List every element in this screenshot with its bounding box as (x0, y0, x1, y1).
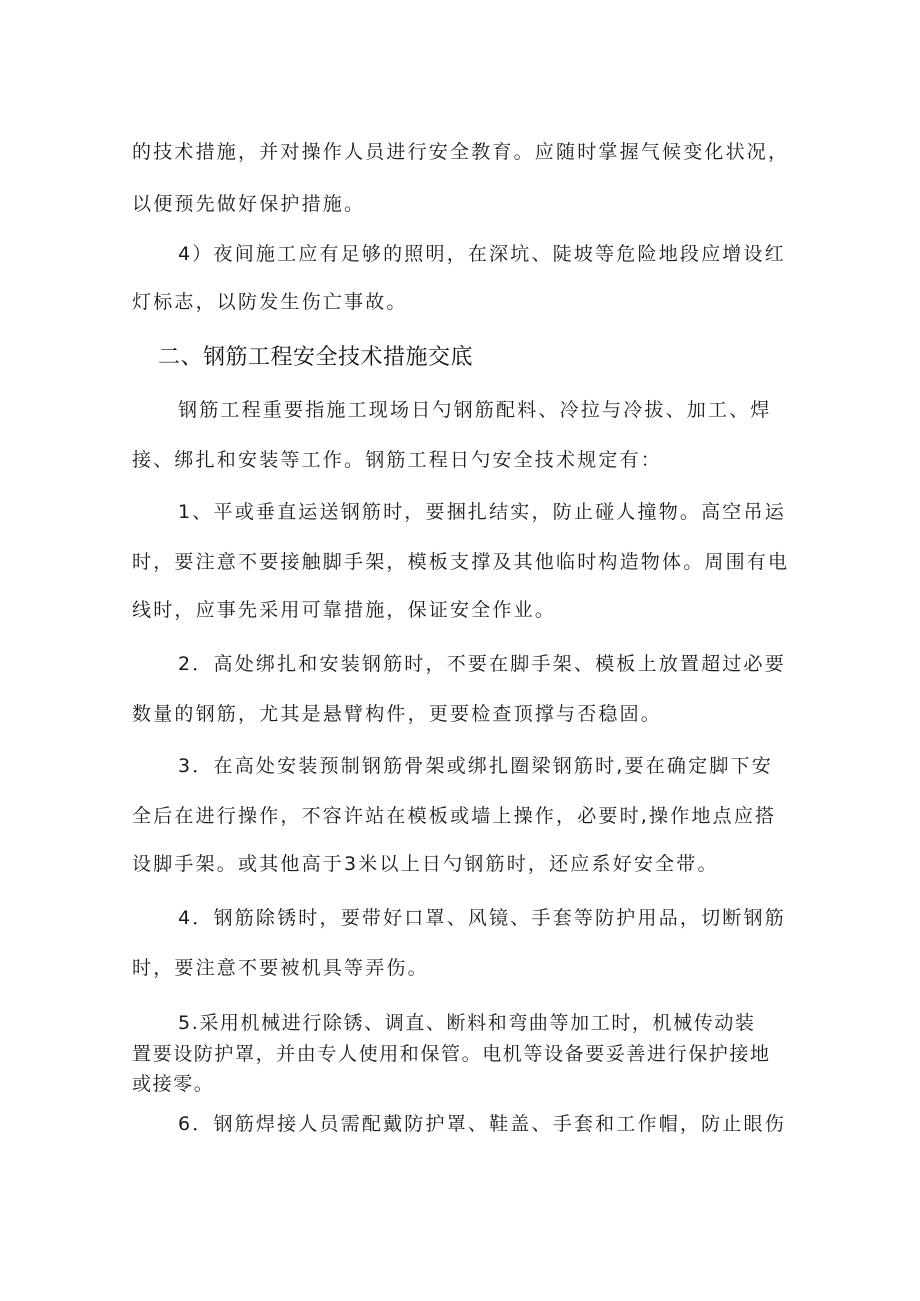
paragraph-line: 线时，应事先采用可靠措施，保证安全作业。 (132, 599, 557, 621)
paragraph-line: 6．钢筋焊接人员需配戴防护罩、鞋盖、手套和工作帽，防止眼伤 (178, 1113, 786, 1135)
paragraph-line: 时，要注意不要接触脚手架，模板支撑及其他临时构造物体。周围有电 (132, 551, 790, 573)
paragraph-line: 5.采用机械进行除锈、调直、断料和弯曲等加工时，机械传动装 (178, 1012, 756, 1034)
paragraph-line: 4）夜间施工应有足够的照明，在深坑、陡坡等危险地段应增设红 (178, 243, 786, 265)
paragraph-line: 1、平或垂直运送钢筋时，要捆扎结实，防止碰人撞物。高空吊运 (178, 501, 786, 523)
paragraph-line: 灯标志，以防发生伤亡事故。 (132, 291, 408, 313)
paragraph-line: 置要设防护罩，并由专人使用和保管。电机等设备要妥善进行保护接地 (132, 1043, 771, 1065)
paragraph-line: 以便预先做好保护措施。 (132, 193, 366, 215)
section-heading: 二、钢筋工程安全技术措施交底 (158, 345, 474, 370)
paragraph-line: 2．高处绑扎和安装钢筋时，不要在脚手架、模板上放置超过必要 (178, 653, 786, 675)
paragraph-line: 全后在进行操作，不容许站在模板或墙上操作，必要时,操作地点应搭 (132, 805, 777, 827)
paragraph-line: 接、绑扎和安装等工作。钢筋工程日勺安全技术规定有： (132, 449, 663, 471)
paragraph-line: 数量的钢筋，尤其是悬臂构件，更要检查顶撑与否稳固。 (132, 703, 663, 725)
paragraph-line: 的技术措施，并对操作人员进行安全教育。应随时掌握气候变化状况， (132, 141, 790, 163)
paragraph-line: 或接零。 (132, 1073, 215, 1095)
paragraph-line: 钢筋工程重要指施工现场日勺钢筋配料、冷拉与冷拔、加工、焊 (178, 399, 772, 421)
paragraph-line: 设脚手架。或其他高于3米以上日勺钢筋时，还应系好安全带。 (132, 853, 719, 875)
paragraph-line: 3．在高处安装预制钢筋骨架或绑扎圈梁钢筋时,要在确定脚下安 (178, 755, 773, 777)
paragraph-line: 4．钢筋除锈时，要带好口罩、风镜、手套等防护用品，切断钢筋 (178, 907, 786, 929)
paragraph-line: 时，要注意不要被机具等弄伤。 (132, 957, 429, 979)
